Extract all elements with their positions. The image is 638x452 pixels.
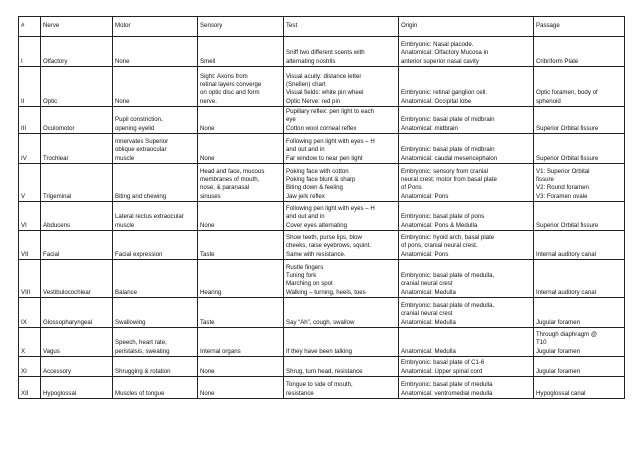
cell-sensory: None [198,202,284,231]
cell-motor: Lateral rectus extraocular muscle [113,202,198,231]
cell-sensory: Head and face, mucous membranes of mouth, nose, & paranasal sinuses [198,164,284,202]
table-row [19,231,625,260]
cell-nerve: Vestibulocochlear [41,260,113,298]
cell-motor: None [113,67,198,107]
cell-origin: Embryonic: basal plate of midbrain Anatomical: caudal mesencephalon [399,134,534,164]
cell-passage: V1: Superior Orbital fissure V2: Round foramen V3: Foramen ovale [534,164,625,202]
table-row [19,260,625,298]
cell-origin: Embryonic: basal plate of pons Anatomical: Pons & Medulla [399,202,534,231]
cell-sensory: Taste [198,298,284,328]
cell-sensory: Internal organs [198,328,284,357]
header-nerve: Nerve [41,17,113,37]
cell-passage: Jugular foramen [534,357,625,377]
cell-test: Rustle fingers Tuning fork Marching on spot Walking – turning, heels, toes [284,260,399,298]
cell-passage: Hypoglossal canal [534,377,625,399]
cell-nerve: Abducens [41,202,113,231]
cell-nerve: Trochlear [41,134,113,164]
cell-sensory: None [198,134,284,164]
header-number: # [19,17,41,37]
cell-nerve: Glossopharyngeal [41,298,113,328]
cell-passage: Internal auditory canal [534,231,625,260]
cell-number: XI [19,357,41,377]
cell-number: II [19,67,41,107]
cell-number: VII [19,231,41,260]
cell-origin: Embryonic: basal plate of medulla Anatomical: ventromedial medulla [399,377,534,399]
cell-test: Poking face with cotton Poking face blunt & sharp Biting down & feeling Jaw jerk reflex [284,164,399,202]
cell-motor: Swallowing [113,298,198,328]
cell-sensory: Smell [198,37,284,67]
cell-test: Following pen light with eyes – H and out and in Cover eyes alternating [284,202,399,231]
cell-number: I [19,37,41,67]
cell-test: If they have been talking [284,328,399,357]
table-row [19,298,625,328]
cell-number: VIII [19,260,41,298]
table-row [19,134,625,164]
cell-sensory: None [198,357,284,377]
cell-passage: Superior Orbital fissure [534,134,625,164]
cell-origin: Embryonic: retinal ganglion cell. Anatomical: Occipital lobe [399,67,534,107]
cell-number: X [19,328,41,357]
cell-passage: Through diaphragm @ T10 Jugular foramen [534,328,625,357]
cell-passage: Internal auditory canal [534,260,625,298]
header-test: Test [284,17,399,37]
cell-number: III [19,107,41,134]
cell-test: Show teeth, purse lips, blow cheeks, raise eyebrows, squint. Same with resistance. [284,231,399,260]
cell-passage: Superior Orbital fissure [534,107,625,134]
cell-passage: Jugular foramen [534,298,625,328]
table-row [19,377,625,399]
cell-nerve: Hypoglossal [41,377,113,399]
header-sensory: Sensory [198,17,284,37]
cell-number: VI [19,202,41,231]
cell-motor: Pupil constriction, opening eyelid [113,107,198,134]
cell-motor: Muscles of tongue [113,377,198,399]
cell-origin: Embryonic: basal plate of midbrain Anatomical: midbrain [399,107,534,134]
header-passage: Passage [534,17,625,37]
cell-motor: Balance [113,260,198,298]
cell-origin: Embryonic: Nasal placode. Anatomical: Olfactory Mucosa in anterior superior nasal cavity [399,37,534,67]
cell-origin: Embryonic: basal plate of medulla, cranial neural crest Anatomical: Medulla [399,260,534,298]
cell-origin: Anatomical: Medulla [399,328,534,357]
cell-passage: Optic foramen, body of sphenoid [534,67,625,107]
table-row [19,67,625,107]
table-row [19,357,625,377]
cell-test: Visual acuity: distance letter (Snellen) chart Visual fields: white pin wheel Optic Nerve: red pin [284,67,399,107]
cell-sensory: Taste [198,231,284,260]
cell-test: Sniff two different scents with alternating nostrils [284,37,399,67]
cell-origin: Embryonic: basal plate of medulla, cranial neural crest Anatomical: Medulla [399,298,534,328]
table-row [19,37,625,67]
table-row [19,107,625,134]
cell-motor: None [113,37,198,67]
cell-origin: Embryonic: hyoid arch, basal plate of pons, cranial neural crest. Anatomical: Pons [399,231,534,260]
table-row [19,164,625,202]
cell-origin: Embryonic: basal plate of C1-6 Anatomical: Upper spinal cord [399,357,534,377]
cell-motor: Innervates Superior oblique extraocular muscle [113,134,198,164]
cell-test: Say “Ah”, cough, swallow [284,298,399,328]
table-body [19,37,625,399]
cell-motor: Facial expression [113,231,198,260]
cell-test: Tongue to side of mouth, resistance [284,377,399,399]
cell-number: V [19,164,41,202]
cranial-nerves-table [18,16,625,399]
cell-nerve: Oculomotor [41,107,113,134]
cell-nerve: Trigeminal [41,164,113,202]
table-row [19,328,625,357]
cell-sensory: Sight: Axons from retinal layers converge on optic disc and form nerve. [198,67,284,107]
cell-passage: Cribriform Plate [534,37,625,67]
cell-origin: Embryonic: sensory from cranial neural crest; motor from basal plate of Pons Anatomical: Pons [399,164,534,202]
header-row [19,17,625,37]
table-header [19,17,625,37]
cell-nerve: Optic [41,67,113,107]
cell-nerve: Accessory [41,357,113,377]
table-row [19,202,625,231]
cell-motor: Speech, heart rate, peristalsis, sweating [113,328,198,357]
cell-nerve: Facial [41,231,113,260]
cell-sensory: None [198,107,284,134]
cell-sensory: Hearing [198,260,284,298]
cell-number: IV [19,134,41,164]
cell-test: Shrug, turn head, resistance [284,357,399,377]
cell-motor: Shrugging & rotation [113,357,198,377]
cell-sensory: None [198,377,284,399]
cell-passage: Superior Orbital fissure [534,202,625,231]
cell-nerve: Vagus [41,328,113,357]
cell-number: IX [19,298,41,328]
cell-motor: Biting and chewing [113,164,198,202]
header-origin: Origin [399,17,534,37]
cell-number: XII [19,377,41,399]
cell-nerve: Olfactory [41,37,113,67]
cell-test: Following pen light with eyes – H and out and in Far window to near pen light [284,134,399,164]
cell-test: Pupillary reflex: pen light to each eye Cotton wool corneal reflex [284,107,399,134]
header-motor: Motor [113,17,198,37]
